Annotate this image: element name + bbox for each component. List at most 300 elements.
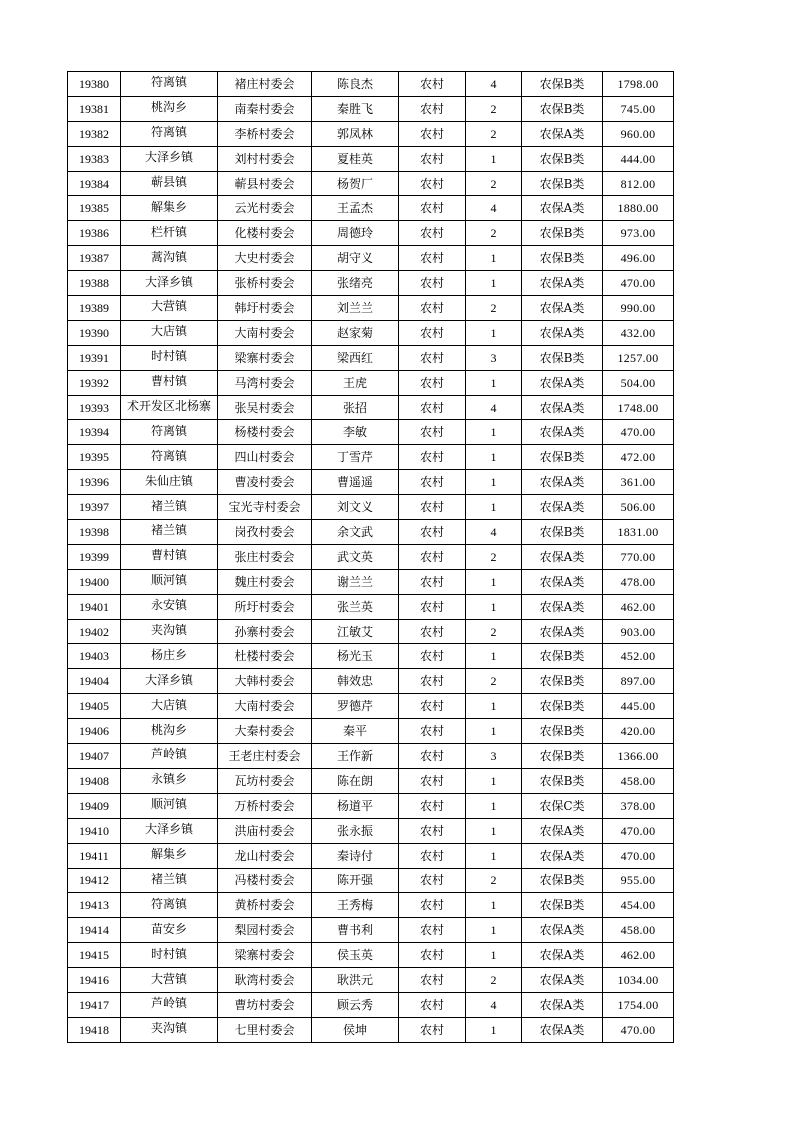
amount-cell: 432.00 xyxy=(603,320,674,345)
village-committee-cell: 大史村委会 xyxy=(218,246,312,271)
table-row xyxy=(68,843,674,868)
table-row xyxy=(68,370,674,395)
village-committee-cell: 梁寨村委会 xyxy=(218,943,312,968)
household-count-cell: 3 xyxy=(466,345,522,370)
record-id-cell: 19418 xyxy=(68,1017,121,1042)
record-id-cell: 19397 xyxy=(68,495,121,520)
residence-type-cell: 农村 xyxy=(399,121,466,146)
person-name-cell: 张兰英 xyxy=(312,594,399,619)
amount-cell: 470.00 xyxy=(603,420,674,445)
residence-type-cell: 农村 xyxy=(399,320,466,345)
village-committee-cell: 大南村委会 xyxy=(218,320,312,345)
residence-type-cell: 农村 xyxy=(399,345,466,370)
table-row xyxy=(68,445,674,470)
amount-cell: 812.00 xyxy=(603,171,674,196)
village-committee-cell: 万桥村委会 xyxy=(218,793,312,818)
village-committee-cell: 曹坊村委会 xyxy=(218,992,312,1017)
insurance-category-cell: 农保B类 xyxy=(522,221,603,246)
residence-type-cell: 农村 xyxy=(399,445,466,470)
person-name-cell: 罗德芹 xyxy=(312,694,399,719)
household-count-cell: 2 xyxy=(466,669,522,694)
residence-type-cell: 农村 xyxy=(399,470,466,495)
residence-type-cell: 农村 xyxy=(399,669,466,694)
township-cell xyxy=(121,1017,218,1042)
person-name-cell: 刘文义 xyxy=(312,495,399,520)
village-committee-cell: 四山村委会 xyxy=(218,445,312,470)
person-name-cell: 谢兰兰 xyxy=(312,569,399,594)
residence-type-cell: 农村 xyxy=(399,520,466,545)
village-committee-cell: 洪庙村委会 xyxy=(218,818,312,843)
insurance-category-cell: 农保B类 xyxy=(522,146,603,171)
table-row xyxy=(68,72,674,97)
person-name-cell: 王秀梅 xyxy=(312,893,399,918)
township-cell xyxy=(121,843,218,868)
residence-type-cell: 农村 xyxy=(399,644,466,669)
village-committee-cell: 岗孜村委会 xyxy=(218,520,312,545)
township-label: 大泽乡镇 xyxy=(144,822,193,837)
household-count-cell: 1 xyxy=(466,569,522,594)
household-count-cell: 1 xyxy=(466,370,522,395)
insurance-category-cell: 农保B类 xyxy=(522,694,603,719)
table-row xyxy=(68,196,674,221)
residence-type-cell: 农村 xyxy=(399,744,466,769)
township-label: 杨庄乡 xyxy=(150,647,187,662)
township-cell xyxy=(121,644,218,669)
township-label: 时村镇 xyxy=(150,946,187,961)
village-committee-cell: 马湾村委会 xyxy=(218,370,312,395)
residence-type-cell: 农村 xyxy=(399,968,466,993)
township-cell xyxy=(121,345,218,370)
amount-cell: 504.00 xyxy=(603,370,674,395)
table-row xyxy=(68,669,674,694)
township-cell xyxy=(121,495,218,520)
household-count-cell: 1 xyxy=(466,943,522,968)
person-name-cell: 张永振 xyxy=(312,818,399,843)
record-id-cell: 19414 xyxy=(68,918,121,943)
township-label: 符离镇 xyxy=(150,448,187,463)
amount-cell: 955.00 xyxy=(603,868,674,893)
insurance-category-cell: 农保A类 xyxy=(522,420,603,445)
township-label: 大泽乡镇 xyxy=(144,150,193,165)
person-name-cell: 梁西红 xyxy=(312,345,399,370)
household-count-cell: 2 xyxy=(466,868,522,893)
insurance-category-cell: 农保B类 xyxy=(522,893,603,918)
township-label: 永安镇 xyxy=(150,598,187,613)
village-committee-cell: 云光村委会 xyxy=(218,196,312,221)
household-count-cell: 1 xyxy=(466,719,522,744)
township-cell xyxy=(121,370,218,395)
township-label: 永镇乡 xyxy=(150,772,187,787)
village-committee-cell: 刘村村委会 xyxy=(218,146,312,171)
township-cell xyxy=(121,196,218,221)
household-count-cell: 2 xyxy=(466,96,522,121)
residence-type-cell: 农村 xyxy=(399,296,466,321)
residence-type-cell: 农村 xyxy=(399,768,466,793)
amount-cell: 990.00 xyxy=(603,296,674,321)
table-row xyxy=(68,569,674,594)
residence-type-cell: 农村 xyxy=(399,370,466,395)
person-name-cell: 侯玉英 xyxy=(312,943,399,968)
village-committee-cell: 大韩村委会 xyxy=(218,669,312,694)
household-count-cell: 2 xyxy=(466,121,522,146)
township-label: 大泽乡镇 xyxy=(144,274,193,289)
record-id-cell: 19395 xyxy=(68,445,121,470)
person-name-cell: 胡守义 xyxy=(312,246,399,271)
table-row xyxy=(68,1017,674,1042)
person-name-cell: 王虎 xyxy=(312,370,399,395)
insurance-category-cell: 农保B类 xyxy=(522,171,603,196)
table-row xyxy=(68,171,674,196)
residence-type-cell: 农村 xyxy=(399,72,466,97)
village-committee-cell: 七里村委会 xyxy=(218,1017,312,1042)
residence-type-cell: 农村 xyxy=(399,843,466,868)
record-id-cell: 19405 xyxy=(68,694,121,719)
insurance-category-cell: 农保A类 xyxy=(522,370,603,395)
insurance-category-cell: 农保A类 xyxy=(522,918,603,943)
record-id-cell: 19394 xyxy=(68,420,121,445)
township-cell xyxy=(121,544,218,569)
residence-type-cell: 农村 xyxy=(399,818,466,843)
township-cell xyxy=(121,221,218,246)
person-name-cell: 王孟杰 xyxy=(312,196,399,221)
person-name-cell: 丁雪芹 xyxy=(312,445,399,470)
person-name-cell: 陈开强 xyxy=(312,868,399,893)
residence-type-cell: 农村 xyxy=(399,495,466,520)
person-name-cell: 耿洪元 xyxy=(312,968,399,993)
insurance-category-cell: 农保A类 xyxy=(522,544,603,569)
amount-cell: 378.00 xyxy=(603,793,674,818)
amount-cell: 897.00 xyxy=(603,669,674,694)
village-committee-cell: 褚庄村委会 xyxy=(218,72,312,97)
record-id-cell: 19391 xyxy=(68,345,121,370)
household-count-cell: 4 xyxy=(466,196,522,221)
village-committee-cell: 耿湾村委会 xyxy=(218,968,312,993)
household-count-cell: 3 xyxy=(466,744,522,769)
township-cell xyxy=(121,818,218,843)
amount-cell: 1880.00 xyxy=(603,196,674,221)
township-cell xyxy=(121,395,218,420)
household-count-cell: 1 xyxy=(466,146,522,171)
insurance-category-cell: 农保B类 xyxy=(522,445,603,470)
household-count-cell: 1 xyxy=(466,420,522,445)
amount-cell: 445.00 xyxy=(603,694,674,719)
record-id-cell: 19392 xyxy=(68,370,121,395)
village-committee-cell: 龙山村委会 xyxy=(218,843,312,868)
township-cell xyxy=(121,594,218,619)
amount-cell: 444.00 xyxy=(603,146,674,171)
table-row xyxy=(68,793,674,818)
household-count-cell: 1 xyxy=(466,246,522,271)
township-cell xyxy=(121,121,218,146)
insurance-category-cell: 农保B类 xyxy=(522,744,603,769)
record-id-cell: 19401 xyxy=(68,594,121,619)
amount-cell: 454.00 xyxy=(603,893,674,918)
township-cell xyxy=(121,768,218,793)
person-name-cell: 杨光玉 xyxy=(312,644,399,669)
record-id-cell: 19386 xyxy=(68,221,121,246)
township-cell xyxy=(121,694,218,719)
insurance-category-cell: 农保A类 xyxy=(522,470,603,495)
insurance-category-cell: 农保C类 xyxy=(522,793,603,818)
township-cell xyxy=(121,470,218,495)
person-name-cell: 杨贺厂 xyxy=(312,171,399,196)
person-name-cell: 陈在朗 xyxy=(312,768,399,793)
township-label: 芦岭镇 xyxy=(150,747,187,762)
village-committee-cell: 杨楼村委会 xyxy=(218,420,312,445)
table-row xyxy=(68,943,674,968)
household-count-cell: 1 xyxy=(466,893,522,918)
household-count-cell: 2 xyxy=(466,619,522,644)
township-cell xyxy=(121,96,218,121)
village-committee-cell: 杜楼村委会 xyxy=(218,644,312,669)
record-id-cell: 19409 xyxy=(68,793,121,818)
person-name-cell: 杨道平 xyxy=(312,793,399,818)
township-label: 符离镇 xyxy=(150,125,187,140)
village-committee-cell: 曹凌村委会 xyxy=(218,470,312,495)
table-row xyxy=(68,768,674,793)
amount-cell: 745.00 xyxy=(603,96,674,121)
residence-type-cell: 农村 xyxy=(399,943,466,968)
record-id-cell: 19416 xyxy=(68,968,121,993)
township-cell xyxy=(121,146,218,171)
township-cell xyxy=(121,744,218,769)
amount-cell: 1798.00 xyxy=(603,72,674,97)
township-cell xyxy=(121,619,218,644)
household-count-cell: 1 xyxy=(466,1017,522,1042)
record-id-cell: 19400 xyxy=(68,569,121,594)
household-count-cell: 4 xyxy=(466,992,522,1017)
township-cell xyxy=(121,72,218,97)
village-committee-cell: 黄桥村委会 xyxy=(218,893,312,918)
township-cell xyxy=(121,793,218,818)
residence-type-cell: 农村 xyxy=(399,420,466,445)
table-row xyxy=(68,395,674,420)
township-label: 符离镇 xyxy=(150,896,187,911)
household-count-cell: 4 xyxy=(466,520,522,545)
township-label: 术开发区北杨寨 xyxy=(126,399,211,414)
township-cell xyxy=(121,719,218,744)
insurance-category-cell: 农保A类 xyxy=(522,296,603,321)
township-label: 大营镇 xyxy=(150,971,187,986)
township-label: 桃沟乡 xyxy=(150,100,187,115)
person-name-cell: 张招 xyxy=(312,395,399,420)
village-committee-cell: 蕲县村委会 xyxy=(218,171,312,196)
insurance-category-cell: 农保A类 xyxy=(522,271,603,296)
insurance-category-cell: 农保A类 xyxy=(522,121,603,146)
amount-cell: 1831.00 xyxy=(603,520,674,545)
record-id-cell: 19403 xyxy=(68,644,121,669)
township-label: 褚兰镇 xyxy=(150,871,187,886)
amount-cell: 973.00 xyxy=(603,221,674,246)
household-count-cell: 1 xyxy=(466,843,522,868)
insurance-category-cell: 农保A类 xyxy=(522,320,603,345)
record-id-cell: 19417 xyxy=(68,992,121,1017)
record-id-cell: 19381 xyxy=(68,96,121,121)
household-count-cell: 1 xyxy=(466,793,522,818)
household-count-cell: 1 xyxy=(466,694,522,719)
record-id-cell: 19396 xyxy=(68,470,121,495)
township-cell xyxy=(121,918,218,943)
insurance-category-cell: 农保A类 xyxy=(522,569,603,594)
township-cell xyxy=(121,296,218,321)
household-count-cell: 2 xyxy=(466,968,522,993)
table-row xyxy=(68,619,674,644)
person-name-cell: 秦诗付 xyxy=(312,843,399,868)
township-label: 褚兰镇 xyxy=(150,498,187,513)
amount-cell: 960.00 xyxy=(603,121,674,146)
residence-type-cell: 农村 xyxy=(399,793,466,818)
person-name-cell: 赵家菊 xyxy=(312,320,399,345)
roster-body xyxy=(68,72,674,1043)
amount-cell: 470.00 xyxy=(603,271,674,296)
township-cell xyxy=(121,968,218,993)
residence-type-cell: 农村 xyxy=(399,619,466,644)
residence-type-cell: 农村 xyxy=(399,868,466,893)
person-name-cell: 刘兰兰 xyxy=(312,296,399,321)
township-label: 夹沟镇 xyxy=(150,623,187,638)
record-id-cell: 19404 xyxy=(68,669,121,694)
township-cell xyxy=(121,246,218,271)
amount-cell: 770.00 xyxy=(603,544,674,569)
insurance-category-cell: 农保A类 xyxy=(522,992,603,1017)
table-row xyxy=(68,594,674,619)
insurance-category-cell: 农保B类 xyxy=(522,768,603,793)
household-count-cell: 2 xyxy=(466,171,522,196)
township-cell xyxy=(121,569,218,594)
township-label: 曹村镇 xyxy=(150,548,187,563)
household-count-cell: 1 xyxy=(466,644,522,669)
village-committee-cell: 瓦坊村委会 xyxy=(218,768,312,793)
residence-type-cell: 农村 xyxy=(399,694,466,719)
township-cell xyxy=(121,992,218,1017)
record-id-cell: 19393 xyxy=(68,395,121,420)
insurance-category-cell: 农保B类 xyxy=(522,246,603,271)
person-name-cell: 陈良杰 xyxy=(312,72,399,97)
insurance-category-cell: 农保B类 xyxy=(522,644,603,669)
township-label: 蒿沟镇 xyxy=(150,249,187,264)
household-count-cell: 1 xyxy=(466,768,522,793)
household-count-cell: 1 xyxy=(466,818,522,843)
table-row xyxy=(68,520,674,545)
person-name-cell: 李敏 xyxy=(312,420,399,445)
residence-type-cell: 农村 xyxy=(399,544,466,569)
table-row xyxy=(68,246,674,271)
township-cell xyxy=(121,271,218,296)
record-id-cell: 19383 xyxy=(68,146,121,171)
insurance-category-cell: 农保B类 xyxy=(522,72,603,97)
table-row xyxy=(68,992,674,1017)
village-committee-cell: 梁寨村委会 xyxy=(218,345,312,370)
person-name-cell: 曹书利 xyxy=(312,918,399,943)
township-label: 解集乡 xyxy=(150,199,187,214)
person-name-cell: 顾云秀 xyxy=(312,992,399,1017)
township-label: 解集乡 xyxy=(150,847,187,862)
person-name-cell: 韩效忠 xyxy=(312,669,399,694)
record-id-cell: 19408 xyxy=(68,768,121,793)
table-row xyxy=(68,221,674,246)
village-committee-cell: 张桥村委会 xyxy=(218,271,312,296)
amount-cell: 1754.00 xyxy=(603,992,674,1017)
insurance-category-cell: 农保A类 xyxy=(522,495,603,520)
village-committee-cell: 宝光寺村委会 xyxy=(218,495,312,520)
village-committee-cell: 大秦村委会 xyxy=(218,719,312,744)
village-committee-cell: 南秦村委会 xyxy=(218,96,312,121)
amount-cell: 506.00 xyxy=(603,495,674,520)
residence-type-cell: 农村 xyxy=(399,96,466,121)
table-row xyxy=(68,694,674,719)
township-label: 蕲县镇 xyxy=(150,175,187,189)
amount-cell: 470.00 xyxy=(603,818,674,843)
table-row xyxy=(68,320,674,345)
residence-type-cell: 农村 xyxy=(399,271,466,296)
household-count-cell: 4 xyxy=(466,72,522,97)
residence-type-cell: 农村 xyxy=(399,992,466,1017)
person-name-cell: 曹遥遥 xyxy=(312,470,399,495)
township-label: 符离镇 xyxy=(150,423,187,438)
residence-type-cell: 农村 xyxy=(399,594,466,619)
record-id-cell: 19402 xyxy=(68,619,121,644)
household-count-cell: 1 xyxy=(466,918,522,943)
record-id-cell: 19406 xyxy=(68,719,121,744)
household-count-cell: 2 xyxy=(466,221,522,246)
amount-cell: 1034.00 xyxy=(603,968,674,993)
amount-cell: 458.00 xyxy=(603,768,674,793)
insurance-category-cell: 农保A类 xyxy=(522,843,603,868)
insurance-category-cell: 农保A类 xyxy=(522,619,603,644)
township-cell xyxy=(121,520,218,545)
table-row xyxy=(68,544,674,569)
household-count-cell: 1 xyxy=(466,470,522,495)
insurance-category-cell: 农保B类 xyxy=(522,345,603,370)
residence-type-cell: 农村 xyxy=(399,246,466,271)
village-committee-cell: 韩圩村委会 xyxy=(218,296,312,321)
amount-cell: 903.00 xyxy=(603,619,674,644)
record-id-cell: 19384 xyxy=(68,171,121,196)
residence-type-cell: 农村 xyxy=(399,395,466,420)
village-committee-cell: 冯楼村委会 xyxy=(218,868,312,893)
record-id-cell: 19399 xyxy=(68,544,121,569)
household-count-cell: 2 xyxy=(466,296,522,321)
township-cell xyxy=(121,669,218,694)
amount-cell: 1257.00 xyxy=(603,345,674,370)
table-row xyxy=(68,420,674,445)
village-committee-cell: 张庄村委会 xyxy=(218,544,312,569)
household-count-cell: 1 xyxy=(466,271,522,296)
village-committee-cell: 魏庄村委会 xyxy=(218,569,312,594)
table-row xyxy=(68,744,674,769)
amount-cell: 452.00 xyxy=(603,644,674,669)
person-name-cell: 秦平 xyxy=(312,719,399,744)
amount-cell: 1366.00 xyxy=(603,744,674,769)
township-label: 符离镇 xyxy=(150,75,187,90)
amount-cell: 1748.00 xyxy=(603,395,674,420)
table-row xyxy=(68,719,674,744)
village-committee-cell: 张吴村委会 xyxy=(218,395,312,420)
amount-cell: 361.00 xyxy=(603,470,674,495)
amount-cell: 462.00 xyxy=(603,943,674,968)
village-committee-cell: 大南村委会 xyxy=(218,694,312,719)
township-label: 褚兰镇 xyxy=(150,523,187,538)
insurance-category-cell: 农保A类 xyxy=(522,943,603,968)
township-label: 曹村镇 xyxy=(150,374,187,389)
table-row xyxy=(68,121,674,146)
residence-type-cell: 农村 xyxy=(399,171,466,196)
table-row xyxy=(68,968,674,993)
insurance-category-cell: 农保B类 xyxy=(522,520,603,545)
township-label: 栏杆镇 xyxy=(150,224,187,239)
township-cell xyxy=(121,320,218,345)
village-committee-cell: 化楼村委会 xyxy=(218,221,312,246)
